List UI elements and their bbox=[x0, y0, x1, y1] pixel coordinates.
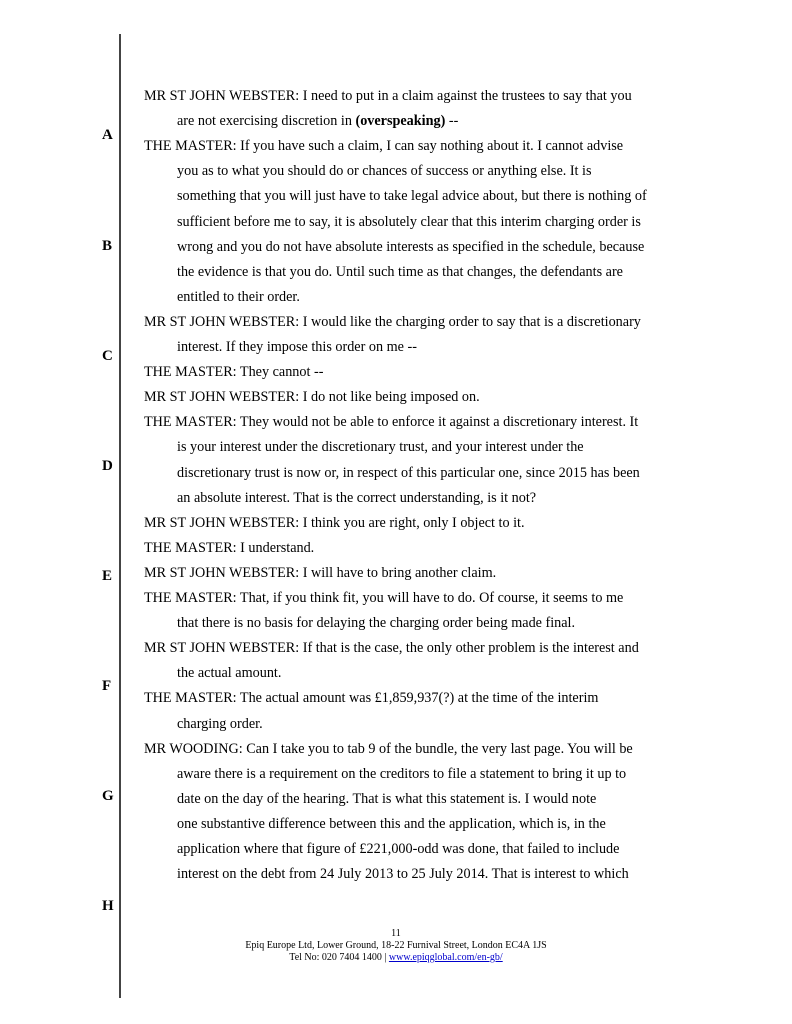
transcript-line: the actual amount. bbox=[177, 665, 282, 682]
website-link[interactable]: www.epiqglobal.com/en-gb/ bbox=[388, 952, 503, 963]
line-text: -- bbox=[445, 113, 459, 130]
transcript-line: aware there is a requirement on the creditors to file a statement to bring it up to bbox=[177, 765, 627, 782]
margin-marker-b: B bbox=[102, 238, 113, 254]
transcript-line: THE MASTER: They would not be able to enforce it against a discretionary interest. It bbox=[144, 414, 639, 431]
left-margin-rule bbox=[119, 34, 121, 998]
transcript-line: entitled to their order. bbox=[177, 288, 300, 305]
transcript-line: application where that figure of £221,000-odd was done, that failed to include bbox=[177, 841, 620, 857]
line-text: are not exercising discretion in bbox=[177, 113, 352, 130]
transcript-line: interest on the debt from 24 July 2013 to 25 July 2014. That is interest to which bbox=[177, 866, 629, 883]
transcript-line: wrong and you do not have absolute interests as specified in the schedule, because bbox=[177, 238, 645, 255]
transcript-line: THE MASTER: If you have such a claim, I can say nothing about it. I cannot advise bbox=[144, 138, 624, 155]
transcript-line: one substantive difference between this and the application, which is, in the bbox=[177, 815, 606, 832]
page-number: 11 bbox=[391, 928, 401, 939]
transcript-line: that there is no basis for delaying the charging order being made final. bbox=[177, 615, 576, 632]
transcript-line: sufficient before me to say, it is absolutely clear that this interim charging order is bbox=[177, 213, 641, 230]
margin-marker-c: C bbox=[102, 348, 113, 364]
transcript-line: MR ST JOHN WEBSTER: I will have to bring another claim. bbox=[144, 564, 497, 581]
transcript-line: THE MASTER: That, if you think fit, you will have to do. Of course, it seems to me bbox=[144, 590, 624, 606]
transcript-line: THE MASTER: They cannot -- bbox=[144, 364, 324, 381]
page-footer bbox=[0, 928, 792, 964]
transcript-line: MR ST JOHN WEBSTER: I would like the charging order to say that is a discretionary bbox=[144, 313, 641, 330]
transcript-line: MR ST JOHN WEBSTER: If that is the case, the only other problem is the interest and bbox=[144, 640, 639, 657]
margin-marker-g: G bbox=[102, 788, 114, 804]
transcript-line: is your interest under the discretionary trust, and your interest under the bbox=[177, 439, 584, 456]
margin-marker-d: D bbox=[102, 458, 113, 474]
transcript-line: you as to what you should do or chances of success or anything else. It is bbox=[177, 163, 592, 180]
transcript-line: the evidence is that you do. Until such time as that changes, the defendants are bbox=[177, 263, 623, 280]
margin-marker-e: E bbox=[102, 568, 113, 584]
transcript-line: discretionary trust is now or, in respect of this particular one, since 2015 has been bbox=[177, 464, 640, 481]
transcript-line: charging order. bbox=[177, 715, 263, 732]
transcript-line: interest. If they impose this order on me -- bbox=[177, 339, 417, 355]
margin-marker-f: F bbox=[102, 678, 112, 694]
transcript-line: MR ST JOHN WEBSTER: I think you are right, only I object to it. bbox=[144, 514, 525, 531]
transcript-line bbox=[177, 111, 458, 131]
transcript-line: MR WOODING: Can I take you to tab 9 of the bundle, the very last page. You will be bbox=[144, 740, 633, 757]
transcript-line: an absolute interest. That is the correct understanding, is it not? bbox=[177, 489, 537, 506]
transcript-line: something that you will just have to take legal advice about, but there is nothing of bbox=[177, 188, 647, 205]
company-address: Epiq Europe Ltd, Lower Ground, 18-22 Furnival Street, London EC4A 1JS bbox=[245, 940, 547, 951]
transcript-line: THE MASTER: The actual amount was £1,859,937(?) at the time of the interim bbox=[144, 690, 599, 707]
margin-marker-a: A bbox=[102, 127, 113, 143]
margin-marker-h: H bbox=[102, 898, 114, 914]
transcript-line: date on the day of the hearing. That is what this statement is. I would note bbox=[177, 790, 597, 807]
telephone-number: Tel No: 020 7404 1400 | bbox=[289, 952, 389, 963]
transcript-line: THE MASTER: I understand. bbox=[144, 539, 315, 556]
transcript-line: MR ST JOHN WEBSTER: I need to put in a claim against the trustees to say that you bbox=[144, 88, 632, 104]
contact-line bbox=[0, 952, 792, 964]
transcript-line: MR ST JOHN WEBSTER: I do not like being imposed on. bbox=[144, 389, 480, 406]
overspeaking-marker: (overspeaking) bbox=[355, 113, 446, 130]
